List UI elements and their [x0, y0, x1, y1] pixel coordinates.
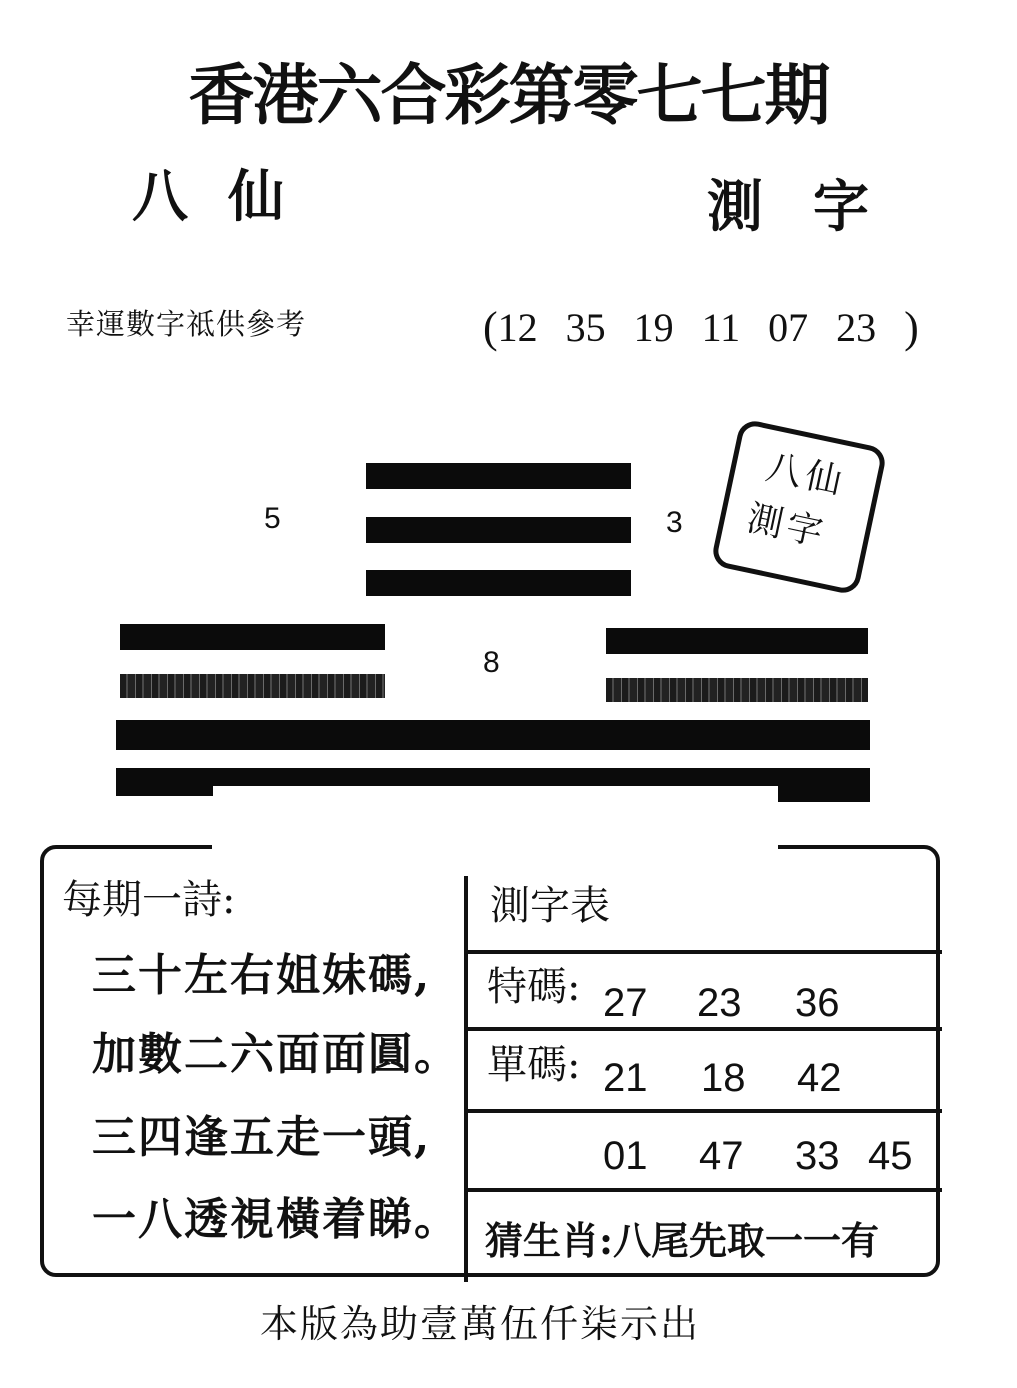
lucky-number: 12	[497, 305, 538, 350]
seal-stamp	[710, 418, 888, 596]
trigram-number-center: 8	[483, 646, 500, 679]
stamp-line-2: 測字	[743, 497, 831, 555]
poem-line: 三十左右姐妹碼,	[92, 950, 432, 1001]
poem-line: 一八透視橫着睇。	[92, 1194, 460, 1245]
poem-line: 加數二六面面圓。	[92, 1029, 460, 1080]
table-rule-3	[466, 1109, 942, 1113]
footer-note: 本版為助壹萬伍仟柒示出	[259, 1302, 700, 1346]
broken-bar-right-1	[606, 628, 868, 654]
table-title: 測字表	[490, 883, 610, 929]
lucky-numbers	[483, 300, 919, 356]
trigram-bar-top-2	[366, 517, 631, 543]
poem-line: 三四逢五走一頭,	[92, 1112, 432, 1163]
table-rule-4	[466, 1188, 942, 1192]
lucky-number: 35	[565, 305, 606, 350]
special-code-value: 27	[603, 981, 648, 1025]
solid-bar-4	[116, 768, 870, 786]
extra-code-value: 01	[603, 1134, 648, 1178]
lucky-number: 11	[701, 305, 741, 350]
special-code-label: 特碼:	[487, 964, 581, 1010]
lucky-numbers-label: 幸運數字祗供參考	[66, 307, 307, 341]
extra-code-value: 33	[795, 1134, 840, 1178]
subtitle-right: 測字	[707, 174, 919, 240]
solid-bar-3	[116, 720, 870, 750]
panel-top-gap	[212, 840, 778, 852]
single-code-value: 21	[603, 1056, 648, 1100]
solid-bar-4-left-foot	[116, 784, 213, 796]
panel-divider	[464, 876, 468, 1282]
lucky-number: 19	[633, 305, 674, 350]
extra-code-value: 47	[699, 1134, 744, 1178]
table-rule-1	[466, 950, 942, 954]
close-paren: )	[904, 303, 919, 352]
lucky-number: 07	[768, 305, 809, 350]
stamp-line-1: 八仙	[762, 446, 850, 504]
solid-bar-4-right-foot	[778, 784, 870, 802]
subtitle-left: 八仙	[132, 164, 324, 230]
trigram-number-left: 5	[264, 502, 281, 535]
single-code-label: 單碼:	[487, 1042, 581, 1088]
single-code-value: 42	[797, 1056, 842, 1100]
broken-bar-left-1	[120, 624, 385, 650]
trigram-number-right: 3	[666, 506, 683, 539]
special-code-value: 36	[795, 981, 840, 1025]
poem-title: 每期一詩:	[62, 877, 236, 923]
broken-bar-left-2	[120, 674, 385, 698]
lucky-number: 23	[836, 305, 877, 350]
trigram-bar-top-3	[366, 570, 631, 596]
special-code-value: 23	[697, 981, 742, 1025]
open-paren: (	[483, 303, 498, 352]
page-title: 香港六合彩第零七七期	[188, 56, 829, 134]
zodiac-guess: 猜生肖:八尾先取一一有	[485, 1218, 880, 1263]
single-code-value: 18	[701, 1056, 746, 1100]
trigram-bar-top-1	[366, 463, 631, 489]
broken-bar-right-2	[606, 678, 868, 702]
extra-code-value: 45	[868, 1134, 913, 1178]
